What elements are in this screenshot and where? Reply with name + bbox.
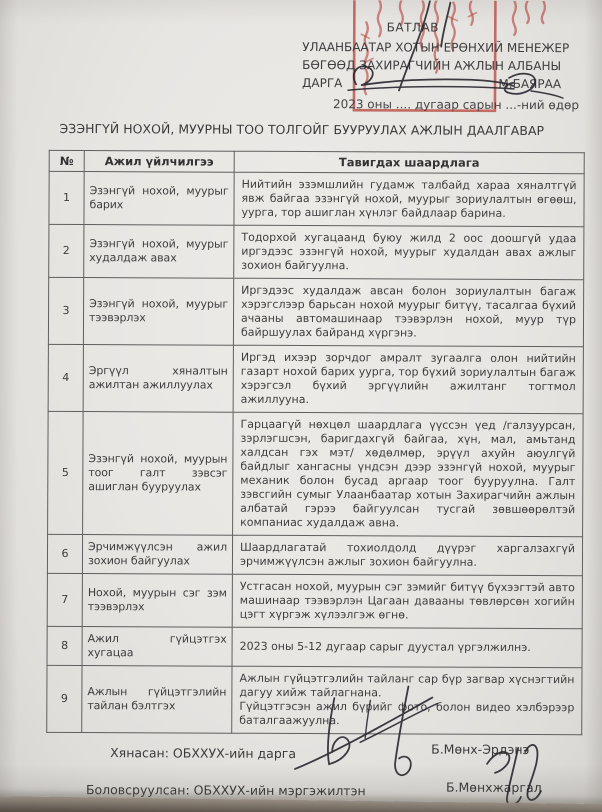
authority-line-3: [302, 74, 561, 93]
prepared-by-name: Б.Мөнхжаргал: [445, 779, 542, 796]
cell-no: 8: [47, 626, 82, 665]
approval-stamp-word: БАТЛАВ: [386, 20, 439, 35]
cell-no: 9: [47, 665, 82, 732]
cell-requirement: Шаардлагатай тохиолдолд дүүрэг харгалзахгүй эрчимжүүлсэн ажлыг зохион байгуулна.: [232, 535, 582, 576]
table-row: [48, 277, 583, 346]
cell-no: 7: [47, 573, 82, 626]
header-service: Ажил үйлчилгээ: [84, 151, 234, 173]
cell-service: Ажил гүйцэтгэх хугацаа: [82, 627, 232, 667]
cell-service: Эрчимжүүлсэн ажил зохион байгуулах: [82, 535, 232, 575]
authority-line-1: УЛААНБААТАР ХОТЫН ЕРӨНХИЙ МЕНЕЖЕР: [302, 40, 570, 56]
cell-service: Эзэнгүй нохой, муурыг барих: [84, 172, 234, 226]
prepared-by-label: Боловсруулсан: ОБХХУХ-ийн мэргэжилтэн: [85, 782, 366, 799]
cell-service: Эргүүл хяналтын ажилтан ажиллуулах: [83, 345, 233, 413]
document-title: ЭЗЭНГҮЙ НОХОЙ, МУУРНЫ ТОО ТОЛГОЙГ БУУРУУЛАХ АЖЛЫН ДААЛГАВАР: [59, 120, 545, 139]
position-title: ДАРГА: [302, 76, 343, 91]
cell-no: 1: [49, 171, 84, 224]
task-table-body: [47, 171, 584, 734]
table-row: [47, 534, 582, 575]
cell-service: Ажлын гүйцэтгэлийн тайлан бэлтгэх: [82, 666, 232, 734]
approver-name: М.БАЯРАА: [498, 76, 562, 92]
cell-requirement: Нийтийн эзэмшлийн гудамж талбайд хараа хяналтгүй явж байгаа эзэнгүй нохой, муурыг зориулалтын өгөөш, уурга, тор ашиглан хүнлэг байдлаар барина.: [234, 172, 584, 227]
cell-requirement: Гарцаагүй нөхцөл шаардлага үүссэн үед /галзуурсан, зэрлэгшсэн, баригдахгүй байгаа, хүн, мал, амьтанд халдсан гэх мэт/ хөдөлмөр, эрүүл ахуйн аюулгүй байдлыг хангасны үндсэн дээр эзэнгүй нохой, муурыг механик болон бусад аргаар тоог бууруулна. Галт зэвсгийн сумыг Улаанбаатар хотын Захирагчийн ажлын албатай гэрээ байгуулсан тусгай зөвшөөрөлтэй компаниас худалдаж авна.: [233, 412, 584, 537]
cell-requirement: Иргэд ихээр зорчдог амралт зугаалга олон нийтийн газарт нохой барих уурга, тор бүхий зориулалтын багаж хэрэгсэл бүхий эргүүлийн ажилтанг тогтмол ажиллууна.: [233, 345, 583, 414]
cell-requirement: 2023 оны 5-12 дугаар сарыг дуустал үргэлжилнэ.: [232, 627, 582, 668]
approval-date-line: 2023 оны .... дугаар сарын ...-ний өдөр: [332, 97, 580, 113]
cell-service: Эзэнгүй нохой, муурын тоог галт зэвсэг ашиглан бууруулах: [83, 412, 234, 536]
table-row: [47, 573, 582, 628]
cell-requirement: Ажлын гүйцэтгэлийн тайланг сар бүр загвар хүснэгтийн дагуу хийж тайлагнана. Гүйцэтгэсэн ажил бүрийг фото, болон видео хэлбэрээр баталгаажуулна.: [232, 666, 582, 735]
cell-service: Эзэнгүй нохой, муурыг худалдаж авах: [84, 225, 234, 279]
cell-no: 4: [48, 344, 83, 411]
cell-requirement: Устгасан нохой, муурын сэг зэмийг битүү бүхээгтэй авто машинаар тээвэрлэн Цагаан давааны төвлөрсөн хогийн цэгт хүргэж хүлээлгэж өгнө.: [232, 574, 582, 629]
table-row: [48, 411, 584, 536]
cell-no: 3: [48, 277, 83, 344]
table-row: [47, 626, 582, 667]
table-row: [49, 171, 584, 226]
cell-requirement: Иргэдээс худалдаж авсан болон зориулалтын багаж хэрэгслээр барьсан нохой муурыг битүү, тасалгаа бүхий ачааны автомашинаар тээвэрлэн нохой, муур түр байршуулах байранд хүргэнэ.: [233, 278, 583, 347]
authority-line-2: БӨГӨӨД ЗАХИРАГЧИЙН АЖЛЫН АЛБАНЫ: [302, 58, 562, 74]
cell-no: 6: [47, 534, 82, 573]
reviewed-by-label: Хянасан: ОБХХУХ-ийн дарга: [110, 745, 297, 761]
cell-service: Нохой, муурын сэг зэм тээвэрлэх: [82, 574, 232, 628]
header-requirement: Тавигдах шаардлага: [234, 151, 584, 174]
cell-no: 5: [48, 411, 84, 534]
header-no: №: [49, 150, 84, 171]
cell-requirement: Тодорхой хугацаанд буюу жилд 2 оос доошгүй удаа иргэдээс эзэнгүй нохой, муурыг худалдан авах ажлыг зохион байгуулна.: [234, 225, 584, 280]
table-row: [47, 665, 582, 734]
approval-block: [302, 18, 580, 113]
task-table: [46, 150, 585, 735]
cell-no: 2: [49, 224, 84, 277]
reviewed-by-name: Б.Мөнх-Эрдэнэ: [431, 741, 530, 758]
table-row: [48, 344, 583, 413]
table-row: [49, 224, 584, 279]
table-header-row: [49, 150, 584, 173]
cell-service: Эзэнгүй нохой, муурыг тээвэрлэх: [83, 278, 233, 346]
